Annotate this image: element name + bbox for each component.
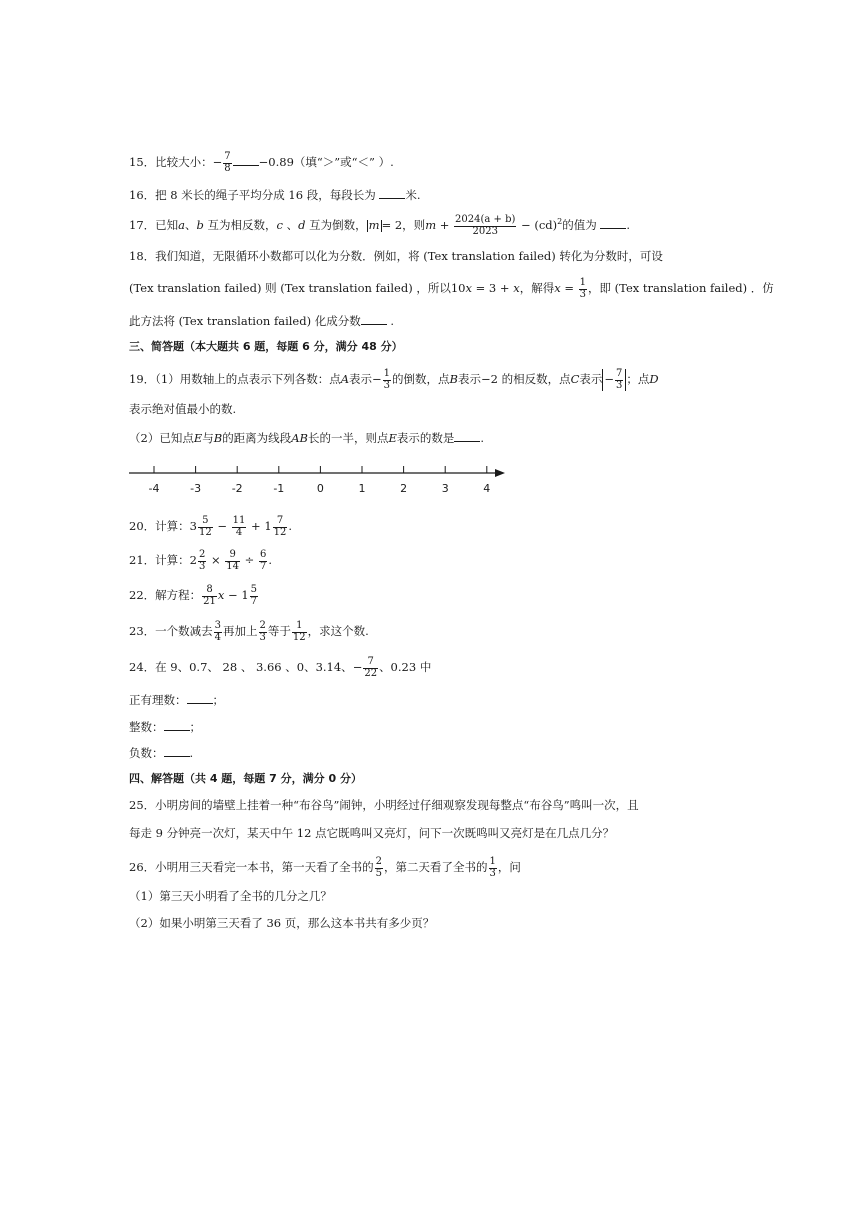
q20-operator: − (213, 519, 231, 533)
number-line-tick-label: 3 (441, 482, 449, 495)
q24-answer-blank (164, 720, 190, 731)
q24-positive-rationals (129, 693, 224, 707)
q19-text: 的距离为线段 (222, 431, 292, 445)
q25-text: 每走 9 分钟亮一次灯，某天中午 12 点它既鸣叫又亮灯，问下一次既鸣叫又亮灯是在几点几分？ (129, 826, 615, 840)
q22-var-x: x (217, 588, 225, 602)
question-25-line-1 (129, 800, 639, 812)
section-4-heading: 四、解答题（共 4 题，每题 7 分，满分 0 分） (129, 772, 362, 785)
q17-text: 互为倒数， (305, 218, 367, 232)
number-line-tick-label: -1 (273, 482, 285, 495)
q18-answer-blank (361, 314, 387, 325)
q19-text: 长的一半，则点 (307, 431, 389, 445)
q19-point-b: B (449, 372, 458, 386)
q17-var-d: d (298, 218, 306, 232)
q19-text: 表示绝对值最小的数. (129, 402, 237, 416)
q17-text: 、 (185, 218, 197, 232)
q26-text: ，第二天看了全书的 (384, 860, 488, 874)
q17-var-a: a (178, 218, 185, 232)
q19-minus: − (372, 372, 382, 386)
q23-text: 等于 (267, 624, 291, 638)
q21-operator: ÷ (241, 553, 258, 567)
question-25-line-2 (129, 828, 614, 840)
number-line-tick-label: -3 (190, 482, 202, 495)
q22-fraction-2: $\frac{5}{7}$ (250, 584, 258, 607)
q24-fraction: $\frac{7}{22}$ (364, 656, 378, 679)
question-18-line-2 (129, 278, 774, 300)
q21-text: 21．计算：2 (129, 553, 197, 567)
q19-point-d: D (649, 372, 659, 386)
question-23 (129, 621, 369, 643)
q18-var-x: x (465, 281, 472, 295)
q21-fraction-1: $\frac{2}{3}$ (198, 549, 206, 572)
number-line-tick-label: 0 (316, 482, 324, 495)
q19-text: 与 (202, 431, 214, 445)
q20-fraction-2: $\frac{11}{4}$ (232, 515, 246, 538)
q19-fraction-1: $\frac{1}{3}$ (383, 368, 391, 391)
question-20 (129, 516, 292, 538)
q26-text: 26．小明用三天看完一本书，第一天看了全书的 (129, 860, 374, 874)
q21-fraction-3: $\frac{6}{7}$ (259, 549, 267, 572)
q15-answer-blank (233, 155, 259, 166)
question-19-line-1 (129, 369, 659, 391)
q17-prefix: 17．已知 (129, 218, 179, 232)
q16-text: 16．把 8 米长的绳子平均分成 16 段，每段长为 (129, 188, 380, 202)
q19-point-b: B (213, 431, 223, 445)
q17-plus: + (436, 218, 454, 232)
number-line-tick-label: 1 (358, 482, 366, 495)
q17-text: = 2，则 (381, 218, 426, 232)
q18-text: 18．我们知道，无限循环小数都可以化为分数．例如，将 (Tex translation failed) 转化为分数时，可设 (129, 249, 663, 263)
q16-answer-blank (379, 188, 405, 199)
number-line-tick-label: 2 (400, 482, 408, 495)
q19-text: 表示−2 的相反数，点 (457, 372, 571, 386)
q23-fraction-2: $\frac{2}{3}$ (259, 620, 266, 643)
question-19-line-2 (129, 404, 236, 416)
q20-fraction-1: $\frac{5}{12}$ (198, 515, 212, 538)
number-line-tick-label: -2 (231, 482, 243, 495)
q18-text: ，即 (Tex translation failed) ．仿 (588, 281, 774, 295)
q18-text: = 3 + (471, 281, 514, 295)
question-26-part-1: （1）第三天小明看了全书的几分之几？ (129, 889, 332, 903)
q19-text: 表示的数是 (396, 431, 455, 445)
number-line-arrow (495, 469, 505, 477)
q19-point-a: A (340, 372, 350, 386)
q21-end: . (268, 553, 272, 567)
q18-text: (Tex translation failed) 则 (Tex translation failed) ，所以10 (129, 281, 466, 295)
q17-text: 的值为 (562, 218, 601, 232)
q17-end: . (626, 218, 631, 232)
q19-segment-ab: AB (291, 431, 308, 445)
q22-fraction-1: $\frac{8}{21}$ (203, 584, 216, 607)
question-24 (129, 657, 431, 679)
q24-end: ； (212, 693, 224, 707)
q17-var-m: m (425, 218, 437, 232)
q15-fraction: $\frac{7}{8}$ (224, 151, 231, 174)
number-line-tick-label: -4 (148, 482, 160, 495)
q17-abs-m: m (368, 218, 380, 233)
q21-operator: × (207, 553, 225, 567)
number-line (127, 462, 512, 496)
q18-var-x: x (554, 281, 561, 295)
q23-fraction-1: $\frac{3}{4}$ (214, 620, 222, 643)
number-line-tick-label: 4 (483, 482, 491, 495)
q19-text: ；点 (626, 372, 650, 386)
q25-text: 25．小明房间的墙壁上挂着一种“布谷鸟”闹钟，小明经过仔细观察发现每整点“布谷鸟”鸣叫一次，且 (129, 798, 639, 812)
q26-text: ，问 (497, 860, 521, 874)
q20-text: 20．计算：3 (129, 519, 197, 533)
q17-answer-blank (600, 218, 626, 229)
q17-text: 互为相反数， (203, 218, 277, 232)
q18-end: . (386, 314, 395, 328)
q15-rest: −0.89（填“＞”或“＜” ）. (258, 155, 394, 169)
q18-var-x: x (513, 281, 520, 295)
q19-end: . (480, 431, 485, 445)
question-21 (129, 550, 272, 572)
q24-end: ； (189, 720, 201, 734)
q17-text: 、 (282, 218, 299, 232)
q24-text: 、0.23 中 (379, 660, 432, 674)
q18-fraction: $\frac{1}{3}$ (579, 277, 587, 300)
q23-text: ，求这个数. (307, 624, 369, 638)
q24-end: . (189, 746, 194, 760)
q19-answer-blank (454, 431, 480, 442)
q18-text: ，解得 (519, 281, 555, 295)
q17-exponent: 2 (557, 217, 563, 227)
q24-minus: − (352, 660, 363, 674)
q19-text: 表示 (349, 372, 373, 386)
q17-term: − (cd) (517, 218, 558, 232)
q19-abs-value: − $\frac{7}{3}$ (602, 369, 626, 391)
question-15 (129, 152, 394, 174)
q18-equals: = (560, 281, 578, 295)
q17-var-c: c (276, 218, 283, 232)
q24-answer-blank (164, 746, 190, 757)
q24-answer-blank (187, 693, 213, 704)
q23-text: 再加上 (223, 624, 258, 638)
q26-fraction-2: $\frac{1}{3}$ (489, 856, 496, 879)
question-26 (129, 857, 521, 879)
q17-var-b: b (196, 218, 204, 232)
q24-label: 正有理数： (129, 693, 187, 707)
q17-fraction: $\frac{2024(a + b)}{2023}$ (455, 214, 516, 237)
q24-label: 整数： (129, 720, 164, 734)
q19-point-e: E (388, 431, 397, 445)
question-18-line-1 (129, 251, 663, 263)
q19-text: 19．（1）用数轴上的点表示下列各数：点 (129, 372, 341, 386)
question-18-line-3 (129, 314, 394, 328)
q15-minus: − (212, 155, 223, 169)
question-26-part-2: （2）如果小明第三天看了 36 页，那么这本书共有多少页？ (129, 916, 435, 930)
q19-point-e: E (193, 431, 203, 445)
q20-fraction-3: $\frac{7}{12}$ (273, 515, 287, 538)
q20-operator: + 1 (247, 519, 272, 533)
q22-text: 22．解方程： (129, 588, 202, 602)
q19-text: （2）已知点 (129, 431, 194, 445)
q20-end: . (288, 519, 293, 533)
question-19-part-2 (129, 431, 484, 445)
q24-negatives (129, 746, 193, 760)
q22-operator: − 1 (224, 588, 249, 602)
q16-unit: 米. (405, 188, 421, 202)
q19-text: 表示 (579, 372, 603, 386)
question-17 (129, 215, 630, 237)
q23-fraction-3: $\frac{1}{12}$ (292, 620, 306, 643)
section-3-heading: 三、简答题（本大题共 6 题，每题 6 分，满分 48 分） (129, 340, 403, 353)
q15-prefix: 15．比较大小： (129, 155, 213, 169)
q21-fraction-2: $\frac{9}{14}$ (226, 549, 240, 572)
q26-fraction-1: $\frac{2}{5}$ (375, 856, 383, 879)
q19-text: 的倒数，点 (392, 372, 450, 386)
q18-text: 此方法将 (Tex translation failed) 化成分数 (129, 314, 361, 328)
q23-text: 23．一个数减去 (129, 624, 213, 638)
q24-label: 负数： (129, 746, 164, 760)
q19-point-c: C (570, 372, 580, 386)
q24-text: 24．在 9、0.7、 28 、 3.66 、0、3.14、 (129, 660, 353, 674)
question-22 (129, 585, 259, 607)
q24-integers (129, 720, 201, 734)
question-16 (129, 188, 421, 202)
